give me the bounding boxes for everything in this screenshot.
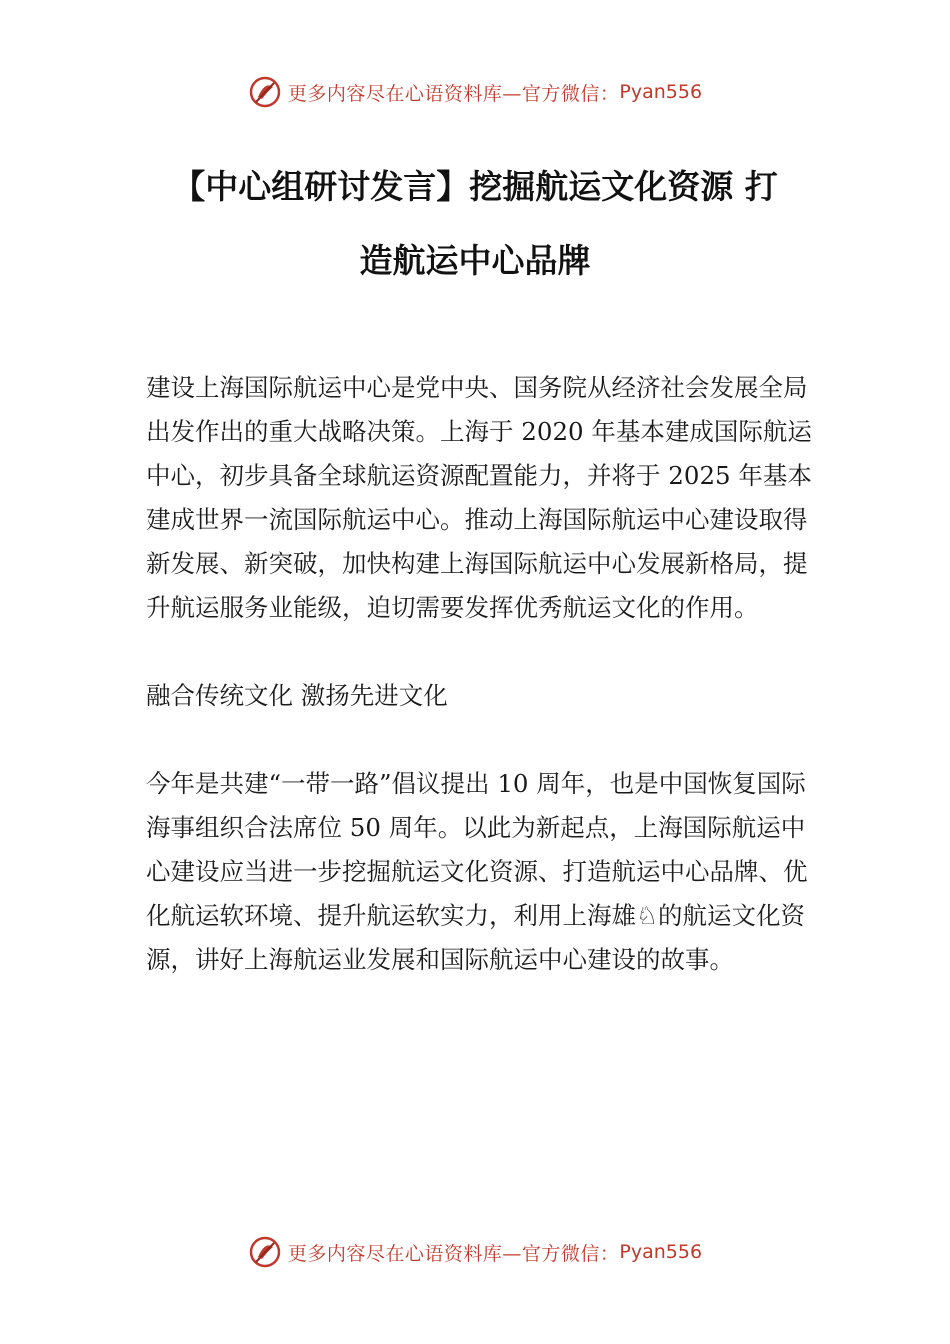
footer-banner xyxy=(0,1230,950,1274)
footer-banner-id: Pyan556 xyxy=(619,1241,703,1263)
header-banner xyxy=(0,70,950,114)
document-title xyxy=(110,150,840,298)
section-heading: 融合传统文化 激扬先进文化 xyxy=(146,681,448,710)
logo-icon xyxy=(248,75,282,109)
title-line-2: 造航运中心品牌 xyxy=(359,241,591,280)
logo-icon xyxy=(248,1235,282,1269)
paragraph-body: 今年是共建“一带一路”倡议提出 10 周年，也是中国恢复国际海事组织合法席位 50 周年。以此为新起点，上海国际航运中心建设应当进一步挖掘航运文化资源、打造航运中心品牌、优化航运软环境、提升航运软实力，利用上海雄♘的航运文化资源，讲好上海航运业发展和国际航运中心建设的故事。 xyxy=(146,769,808,974)
header-banner-text: 更多内容尽在心语资料库—官方微信： xyxy=(287,82,620,105)
title-line-1: 【中心组研讨发言】挖掘航运文化资源 打 xyxy=(172,167,778,206)
footer-banner-text: 更多内容尽在心语资料库—官方微信： xyxy=(287,1242,620,1265)
article-body xyxy=(146,366,826,1026)
paragraph-intro: 建设上海国际航运中心是党中央、国务院从经济社会发展全局出发作出的重大战略决策。上海于 2020 年基本建成国际航运中心，初步具备全球航运资源配置能力，并将于 2025 年基本建成世界一流国际航运中心。推动上海国际航运中心建设取得新发展、新突破，加快构建上海国际航运中心发展新格局，提升航运服务业能级，迫切需要发挥优秀航运文化的作用。 xyxy=(146,373,812,622)
header-banner-id: Pyan556 xyxy=(619,81,703,103)
